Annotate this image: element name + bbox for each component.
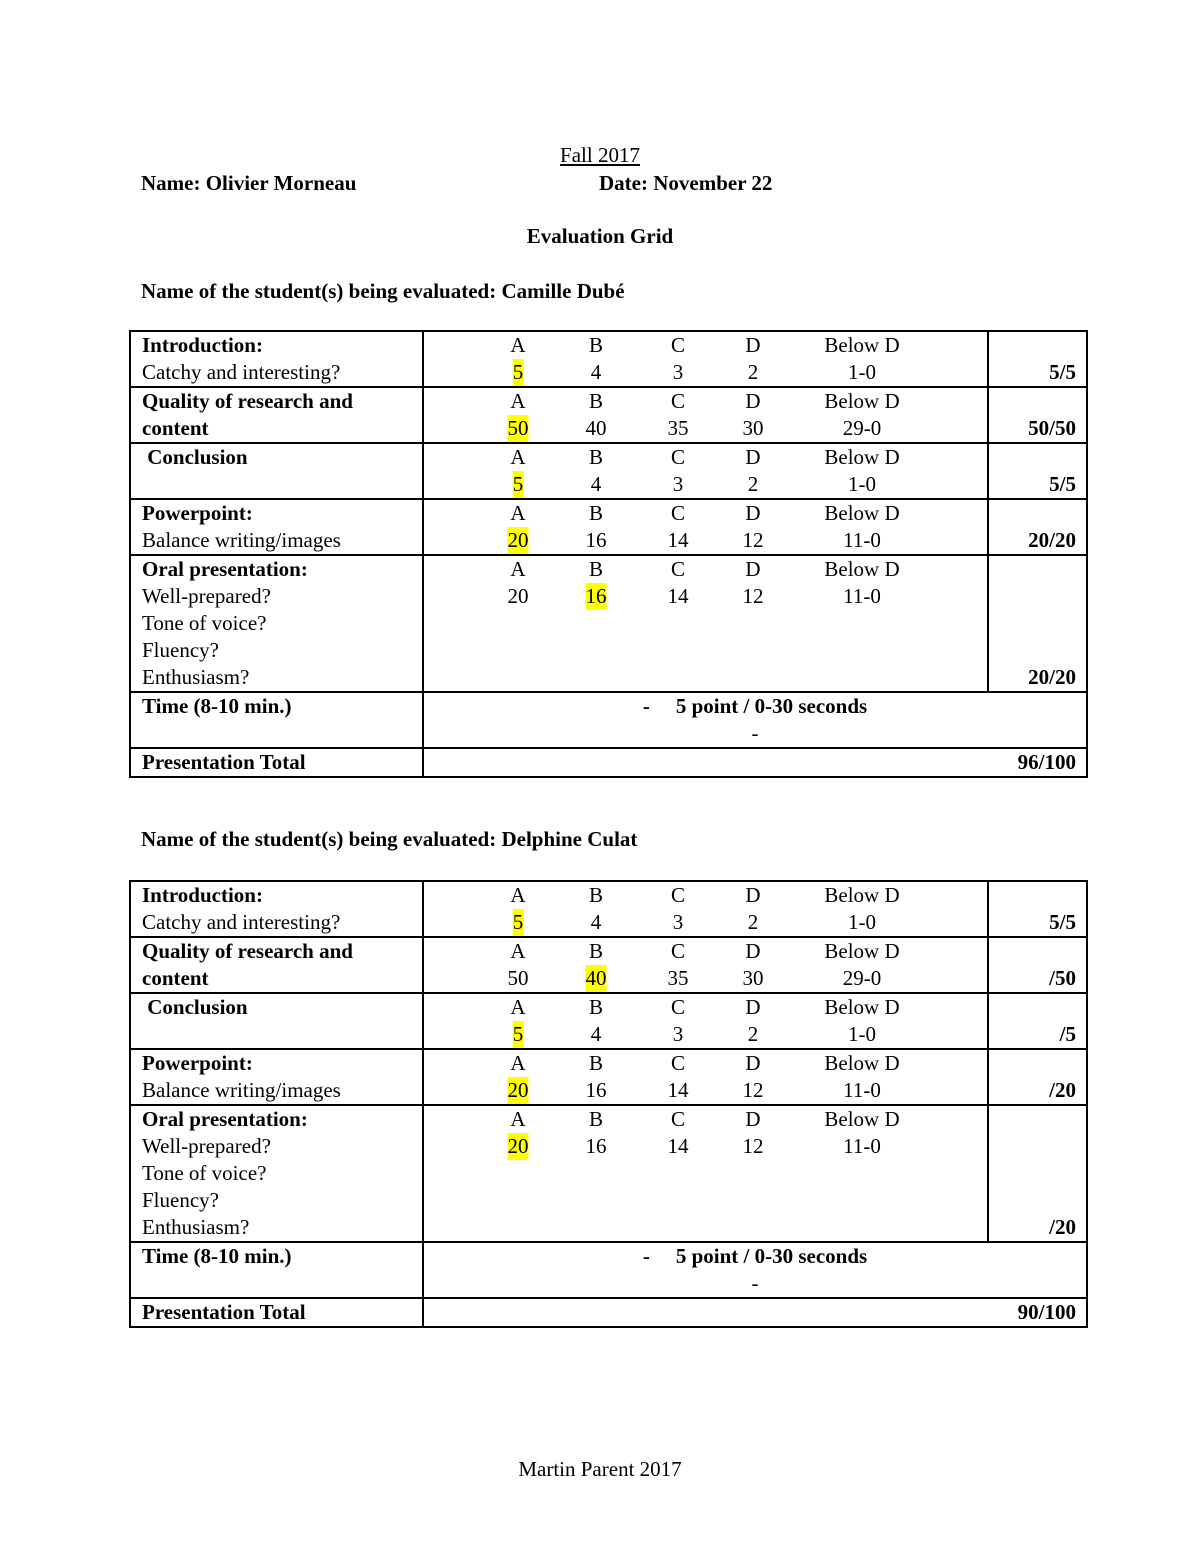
criterion-detail: Tone of voice?: [142, 611, 267, 635]
evaluation-table: [129, 330, 1088, 778]
grade-scale-cell: [423, 443, 988, 499]
grade-points: 4: [590, 910, 602, 934]
grade-points: 30: [742, 966, 764, 990]
grade-scale-cell: [423, 555, 988, 692]
score-value: 5/5: [1049, 360, 1076, 384]
grade-label: C: [670, 333, 686, 357]
criterion-cell: [130, 443, 423, 499]
student-name-line: Name of the student(s) being evaluated: Camille Dubé: [141, 279, 625, 303]
criterion-cell: [130, 993, 423, 1049]
criterion-title: Conclusion: [142, 995, 248, 1019]
grade-points: 11-0: [843, 1134, 881, 1158]
grade-label: D: [745, 445, 761, 469]
grade-label: B: [588, 557, 604, 581]
criterion-detail: [142, 1021, 422, 1048]
grade-label: B: [588, 333, 604, 357]
criterion-cell: [130, 499, 423, 555]
criterion-row: [130, 1049, 1087, 1105]
grade-points: 12: [742, 528, 764, 552]
grade-label: Below D: [824, 557, 900, 581]
grade-label: A: [510, 389, 526, 413]
score-value: 5/5: [1049, 910, 1076, 934]
criterion-title: Oral presentation:: [142, 1107, 308, 1131]
grade-label: D: [745, 389, 761, 413]
grade-label: B: [588, 1051, 604, 1075]
criterion-title: Conclusion: [142, 445, 248, 469]
grade-label: B: [588, 883, 604, 907]
grade-scale-cell: [423, 993, 988, 1049]
criterion-detail: [142, 471, 422, 498]
grade-label: C: [670, 1107, 686, 1131]
grade-points: 12: [742, 1078, 764, 1102]
grade-points: 2: [747, 360, 759, 384]
grade-label: C: [670, 995, 686, 1019]
grade-points: 14: [667, 528, 689, 552]
grade-points: 5: [512, 1022, 524, 1046]
grade-label: Below D: [824, 939, 900, 963]
grade-points: 16: [585, 1134, 607, 1158]
score-cell: [988, 1049, 1087, 1105]
penalty-dash: -: [751, 1271, 759, 1295]
criterion-detail: Fluency?: [142, 1188, 219, 1212]
criterion-title: Introduction:: [142, 883, 263, 907]
score-cell: [988, 443, 1087, 499]
score-cell: [988, 993, 1087, 1049]
score-value: 50/50: [1028, 416, 1076, 440]
grade-points: 50: [507, 416, 529, 440]
grade-label: Below D: [824, 1107, 900, 1131]
grade-points: 12: [742, 1134, 764, 1158]
score-cell: [988, 881, 1087, 937]
grade-points: 12: [742, 584, 764, 608]
grade-points: 3: [672, 910, 684, 934]
grade-points: 14: [667, 1134, 689, 1158]
criterion-detail: Enthusiasm?: [142, 1215, 250, 1239]
criterion-cell: [130, 387, 423, 443]
criterion-row: [130, 937, 1087, 993]
grade-label: Below D: [824, 445, 900, 469]
page-title: Evaluation Grid: [526, 224, 674, 248]
penalty-text: 5 point / 0-30 seconds: [675, 694, 868, 718]
grade-points: 29-0: [842, 966, 882, 990]
score-value: /20: [1049, 1078, 1076, 1102]
grade-label: A: [510, 995, 526, 1019]
grade-scale-cell: [423, 1105, 988, 1242]
total-label: Presentation Total: [130, 1298, 423, 1327]
criterion-title: Quality of research and: [142, 939, 353, 963]
criterion-cell: [130, 937, 423, 993]
grade-points: 2: [747, 1022, 759, 1046]
grade-label: C: [670, 1051, 686, 1075]
grade-points: 4: [590, 472, 602, 496]
criterion-cell: [130, 881, 423, 937]
total-row: [130, 748, 1087, 777]
grade-points: 11-0: [843, 1078, 881, 1102]
page-footer: Martin Parent 2017: [518, 1457, 682, 1481]
grade-scale-cell: [423, 1049, 988, 1105]
grade-label: A: [510, 939, 526, 963]
grade-scale-cell: [423, 881, 988, 937]
criterion-row: [130, 993, 1087, 1049]
grade-points: 16: [585, 584, 607, 608]
grade-label: A: [510, 501, 526, 525]
grade-label: D: [745, 1051, 761, 1075]
evaluator-name: Name: Olivier Morneau: [141, 171, 357, 195]
score-value: 20/20: [1028, 528, 1076, 552]
grade-label: B: [588, 445, 604, 469]
criterion-cell: [130, 1049, 423, 1105]
grade-points: 14: [667, 1078, 689, 1102]
criterion-cell: [130, 555, 423, 692]
grade-points: 20: [507, 1078, 529, 1102]
total-value: 90/100: [423, 1298, 1087, 1327]
criterion-detail: Enthusiasm?: [142, 665, 250, 689]
time-label: Time (8-10 min.): [130, 1242, 423, 1298]
grade-points: 3: [672, 360, 684, 384]
grade-points: 5: [512, 472, 524, 496]
criterion-detail: Balance writing/images: [142, 1078, 341, 1102]
penalty-dash: -: [642, 694, 650, 718]
grade-label: C: [670, 389, 686, 413]
grade-scale-cell: [423, 331, 988, 387]
grade-points: 2: [747, 910, 759, 934]
grade-label: B: [588, 389, 604, 413]
grade-points: 2: [747, 472, 759, 496]
grade-points: 4: [590, 360, 602, 384]
criterion-title: Powerpoint:: [142, 1051, 253, 1075]
grade-label: B: [588, 939, 604, 963]
criterion-row: [130, 387, 1087, 443]
grade-points: 3: [672, 1022, 684, 1046]
grade-label: A: [510, 883, 526, 907]
criterion-detail: Catchy and interesting?: [142, 910, 341, 934]
evaluation-date: Date: November 22: [599, 171, 773, 195]
score-value: /50: [1049, 966, 1076, 990]
grade-label: D: [745, 333, 761, 357]
criterion-detail: content: [142, 966, 209, 990]
grade-points: 11-0: [843, 584, 881, 608]
score-value: /20: [1049, 1215, 1076, 1239]
semester-heading: Fall 2017: [560, 143, 640, 167]
grade-label: A: [510, 557, 526, 581]
grade-label: C: [670, 939, 686, 963]
criterion-row: [130, 331, 1087, 387]
grade-label: C: [670, 501, 686, 525]
time-row: [130, 692, 1087, 748]
grade-scale-cell: [423, 387, 988, 443]
grade-points: 1-0: [848, 472, 876, 496]
time-penalty: [423, 1242, 1087, 1298]
criterion-row: [130, 499, 1087, 555]
grade-points: 5: [512, 910, 524, 934]
time-penalty: [423, 692, 1087, 748]
criterion-row: [130, 881, 1087, 937]
score-cell: [988, 331, 1087, 387]
student-name-line: Name of the student(s) being evaluated: Delphine Culat: [141, 827, 638, 851]
grade-label: Below D: [824, 883, 900, 907]
time-row: [130, 1242, 1087, 1298]
score-cell: [988, 555, 1087, 692]
grade-label: Below D: [824, 333, 900, 357]
criterion-detail: Fluency?: [142, 638, 219, 662]
grade-scale-cell: [423, 499, 988, 555]
grade-label: Below D: [824, 1051, 900, 1075]
grade-points: 1-0: [848, 360, 876, 384]
grade-points: 35: [667, 966, 689, 990]
total-row: [130, 1298, 1087, 1327]
grade-points: 3: [672, 472, 684, 496]
grade-label: D: [745, 557, 761, 581]
grade-label: D: [745, 501, 761, 525]
grade-points: 1-0: [848, 1022, 876, 1046]
score-cell: [988, 937, 1087, 993]
criterion-detail: Balance writing/images: [142, 528, 341, 552]
score-value: 20/20: [1028, 665, 1076, 689]
grade-points: 20: [507, 584, 529, 608]
grade-points: 14: [667, 584, 689, 608]
score-cell: [988, 387, 1087, 443]
grade-points: 40: [585, 966, 607, 990]
grade-label: A: [510, 1051, 526, 1075]
grade-label: C: [670, 557, 686, 581]
score-cell: [988, 1105, 1087, 1242]
score-value: /5: [1059, 1022, 1076, 1046]
criterion-detail: Tone of voice?: [142, 1161, 267, 1185]
criterion-title: Oral presentation:: [142, 557, 308, 581]
grade-points: 29-0: [842, 416, 882, 440]
grade-points: 5: [512, 360, 524, 384]
evaluation-table: [129, 880, 1088, 1328]
grade-label: Below D: [824, 501, 900, 525]
grade-label: A: [510, 333, 526, 357]
total-value: 96/100: [423, 748, 1087, 777]
grade-points: 16: [585, 528, 607, 552]
grade-points: 16: [585, 1078, 607, 1102]
grade-points: 35: [667, 416, 689, 440]
criterion-cell: [130, 331, 423, 387]
criterion-row: [130, 555, 1087, 692]
criterion-row: [130, 443, 1087, 499]
criterion-title: Powerpoint:: [142, 501, 253, 525]
grade-label: D: [745, 939, 761, 963]
grade-points: 11-0: [843, 528, 881, 552]
score-cell: [988, 499, 1087, 555]
grade-label: Below D: [824, 389, 900, 413]
grade-label: B: [588, 1107, 604, 1131]
grade-label: C: [670, 883, 686, 907]
criterion-title: Quality of research and: [142, 389, 353, 413]
grade-label: A: [510, 445, 526, 469]
grade-label: B: [588, 995, 604, 1019]
grade-label: B: [588, 501, 604, 525]
time-label: Time (8-10 min.): [130, 692, 423, 748]
grade-points: 1-0: [848, 910, 876, 934]
grade-points: 4: [590, 1022, 602, 1046]
grade-points: 50: [507, 966, 529, 990]
grade-label: Below D: [824, 995, 900, 1019]
grade-label: D: [745, 1107, 761, 1131]
penalty-dash: -: [751, 721, 759, 745]
criterion-cell: [130, 1105, 423, 1242]
grade-points: 40: [585, 416, 607, 440]
grade-label: C: [670, 445, 686, 469]
grade-label: D: [745, 883, 761, 907]
penalty-dash: -: [642, 1244, 650, 1268]
penalty-text: 5 point / 0-30 seconds: [675, 1244, 868, 1268]
criterion-row: [130, 1105, 1087, 1242]
criterion-detail: Well-prepared?: [142, 584, 271, 608]
score-value: 5/5: [1049, 472, 1076, 496]
grade-label: D: [745, 995, 761, 1019]
grade-label: A: [510, 1107, 526, 1131]
total-label: Presentation Total: [130, 748, 423, 777]
criterion-detail: content: [142, 416, 209, 440]
criterion-detail: Catchy and interesting?: [142, 360, 341, 384]
criterion-title: Introduction:: [142, 333, 263, 357]
grade-scale-cell: [423, 937, 988, 993]
grade-points: 30: [742, 416, 764, 440]
grade-points: 20: [507, 1134, 529, 1158]
grade-points: 20: [507, 528, 529, 552]
criterion-detail: Well-prepared?: [142, 1134, 271, 1158]
